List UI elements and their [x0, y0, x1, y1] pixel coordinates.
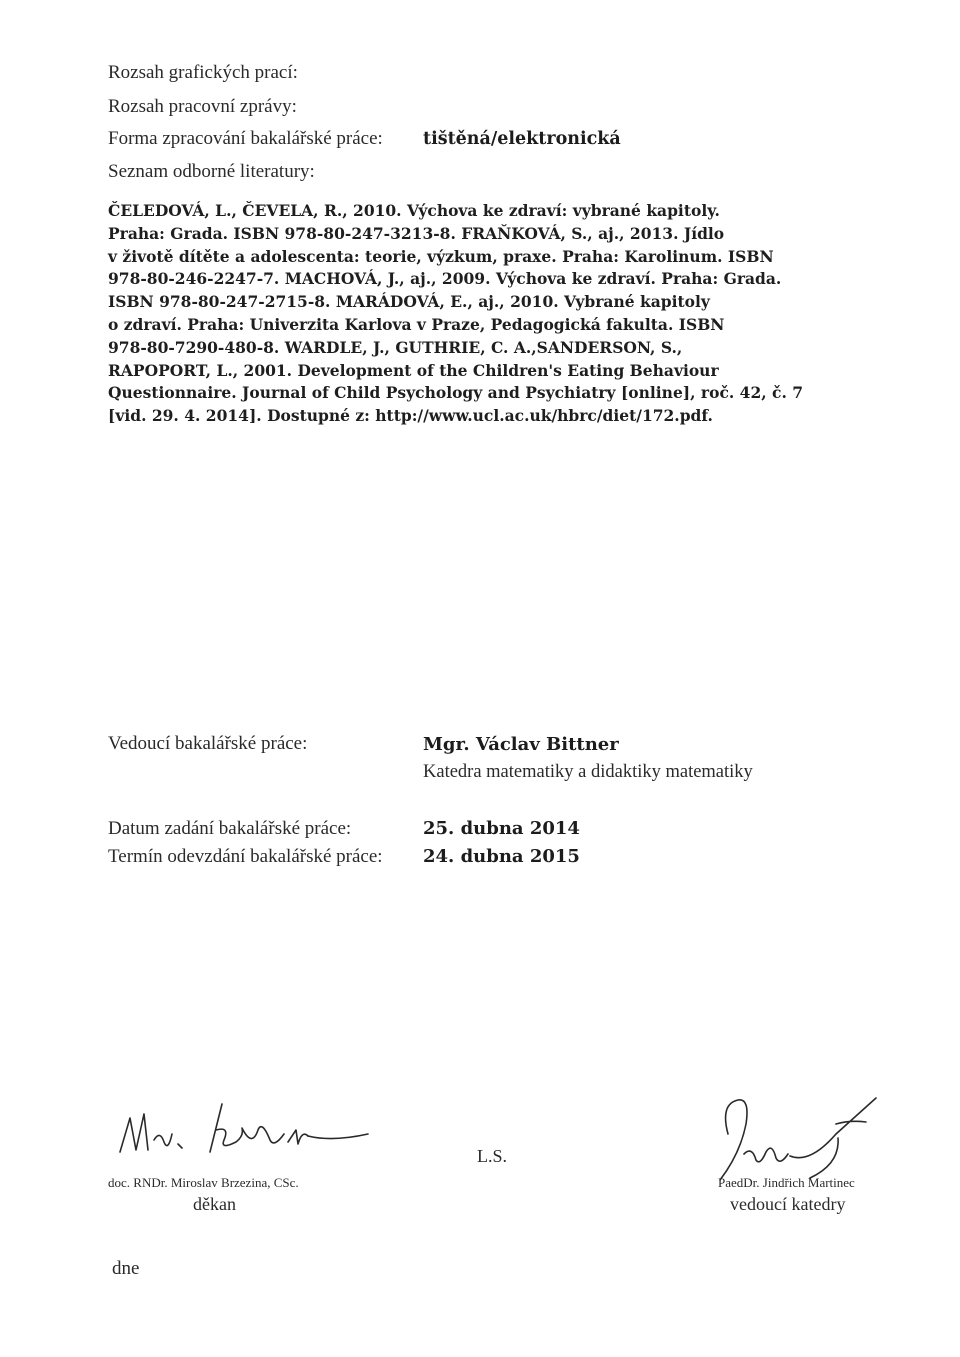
- head-name: PaedDr. Jindřich Martinec: [718, 1175, 855, 1190]
- dean-role: děkan: [193, 1194, 236, 1214]
- supervisor-department: Katedra matematiky a didaktiky matematiky: [423, 762, 753, 782]
- form-label: Forma zpracování bakalářské práce:: [108, 128, 383, 149]
- literature-line: 978-80-7290-480-8. WARDLE, J., GUTHRIE, C. A.,SANDERSON, S.,: [108, 337, 683, 357]
- literature-line: o zdraví. Praha: Univerzita Karlova v Praze, Pedagogická fakulta. ISBN: [108, 314, 725, 334]
- assigned-date-label: Datum zadání bakalářské práce:: [108, 818, 352, 839]
- assigned-date-value: 25. dubna 2014: [423, 818, 580, 839]
- literature-line: RAPOPORT, L., 2001. Development of the Children's Eating Behaviour: [108, 360, 719, 380]
- literature-label: Seznam odborné literatury:: [108, 161, 315, 182]
- supervisor-name: Mgr. Václav Bittner: [423, 734, 619, 755]
- graphics-scope-label: Rozsah grafických prací:: [108, 62, 298, 83]
- supervisor-label: Vedoucí bakalářské práce:: [108, 733, 308, 754]
- dean-signature: [112, 1090, 382, 1170]
- deadline-date-value: 24. dubna 2015: [423, 846, 580, 867]
- deadline-date-label: Termín odevzdání bakalářské práce:: [108, 846, 383, 867]
- form-value: tištěná/elektronická: [423, 129, 621, 149]
- seal-label: L.S.: [477, 1146, 508, 1166]
- literature-line: ISBN 978-80-247-2715-8. MARÁDOVÁ, E., aj., 2010. Vybrané kapitoly: [108, 292, 710, 312]
- date-label: dne: [112, 1258, 140, 1279]
- dean-name: doc. RNDr. Miroslav Brzezina, CSc.: [108, 1175, 299, 1190]
- literature-line: [vid. 29. 4. 2014]. Dostupné z: http://www.ucl.ac.uk/hbrc/diet/172.pdf.: [108, 406, 713, 426]
- literature-line: Praha: Grada. ISBN 978-80-247-3213-8. FRAŇKOVÁ, S., aj., 2013. Jídlo: [108, 223, 725, 243]
- literature-line: 978-80-246-2247-7. MACHOVÁ, J., aj., 2009. Výchova ke zdraví. Praha: Grada.: [108, 269, 782, 289]
- report-scope-label: Rozsah pracovní zprávy:: [108, 96, 297, 117]
- literature-line: v životě dítěte a adolescenta: teorie, výzkum, praxe. Praha: Karolinum. ISBN: [108, 246, 774, 266]
- literature-line: Questionnaire. Journal of Child Psychology and Psychiatry [online], roč. 42, č. 7: [108, 383, 804, 403]
- literature-list: [108, 200, 868, 428]
- literature-line: ČELEDOVÁ, L., ČEVELA, R., 2010. Výchova ke zdraví: vybrané kapitoly.: [108, 201, 720, 220]
- head-role: vedoucí katedry: [730, 1194, 846, 1214]
